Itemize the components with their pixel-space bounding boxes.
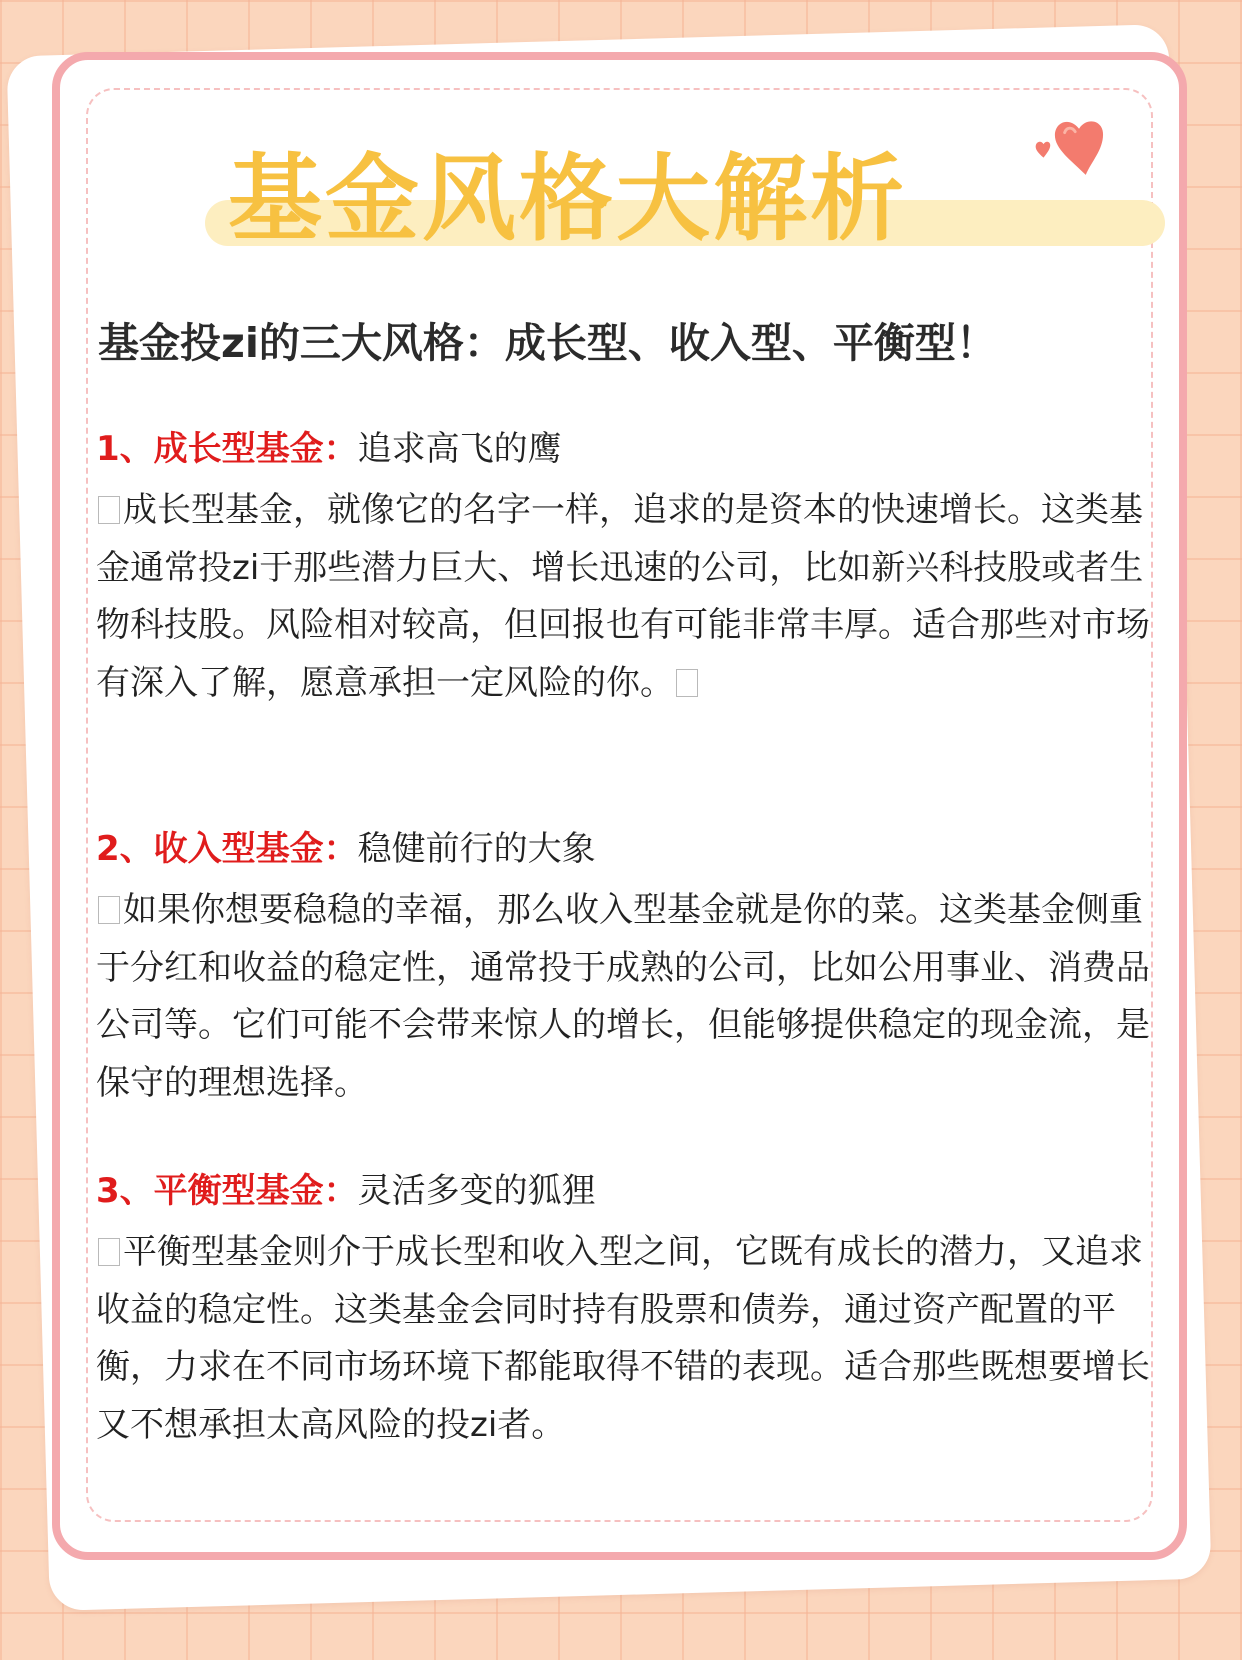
section-tagline: 稳健前行的大象 bbox=[357, 829, 596, 869]
section-body-text: 平衡型基金则介于成长型和收入型之间，它既有成长的潜力，又追求收益的稳定性。这类基金会同时持有股票和债券，通过资产配置的平衡，力求在不同市场环境下都能取得不错的表现。适合那些既想要增长又不想承担太高风险的投zi者。 bbox=[96, 1232, 1150, 1445]
section-body-text: 成长型基金，就像它的名字一样，追求的是资本的快速增长。这类基金通常投zi于那些潜力巨大、增长迅速的公司，比如新兴科技股或者生物科技股。风险相对较高，但回报也有可能非常丰厚。适合那些对市场有深入了解，愿意承担一定风险的你。 bbox=[96, 490, 1150, 703]
missing-glyph-icon bbox=[98, 896, 120, 924]
heart-large-icon bbox=[1055, 121, 1103, 174]
section-colon: ： bbox=[323, 1171, 358, 1211]
section-heading bbox=[96, 1168, 1156, 1214]
section-body bbox=[96, 1224, 1156, 1454]
section-body-text: 如果你想要稳稳的幸福，那么收入型基金就是你的菜。这类基金侧重于分红和收益的稳定性，通常投于成熟的公司，比如公用事业、消费品公司等。它们可能不会带来惊人的增长，但能够提供稳定的现金流，是保守的理想选择。 bbox=[96, 890, 1150, 1103]
section-name: 平衡型基金 bbox=[153, 1171, 324, 1211]
section-number: 1、 bbox=[96, 429, 154, 469]
section-number: 2、 bbox=[96, 829, 154, 869]
section-body bbox=[96, 882, 1156, 1112]
section-colon: ： bbox=[323, 429, 358, 469]
section-balanced-fund bbox=[96, 1168, 1156, 1454]
section-name: 收入型基金 bbox=[153, 829, 324, 869]
section-heading bbox=[96, 426, 1156, 472]
heart-small-icon bbox=[1036, 142, 1051, 158]
section-growth-fund bbox=[96, 426, 1156, 712]
section-name: 成长型基金 bbox=[153, 429, 324, 469]
page-title: 基金风格大解析 bbox=[228, 145, 908, 254]
section-tagline: 追求高飞的鹰 bbox=[357, 429, 562, 469]
section-income-fund bbox=[96, 826, 1156, 1112]
section-heading bbox=[96, 826, 1156, 872]
section-colon: ： bbox=[323, 829, 358, 869]
missing-glyph-icon bbox=[98, 496, 120, 524]
section-number: 3、 bbox=[96, 1171, 154, 1211]
subtitle: 基金投zi的三大风格：成长型、收入型、平衡型！ bbox=[98, 319, 997, 367]
missing-glyph-icon bbox=[676, 669, 698, 697]
missing-glyph-icon bbox=[98, 1238, 120, 1266]
section-tagline: 灵活多变的狐狸 bbox=[357, 1171, 596, 1211]
section-body bbox=[96, 482, 1156, 712]
heart-icon bbox=[1032, 100, 1128, 196]
